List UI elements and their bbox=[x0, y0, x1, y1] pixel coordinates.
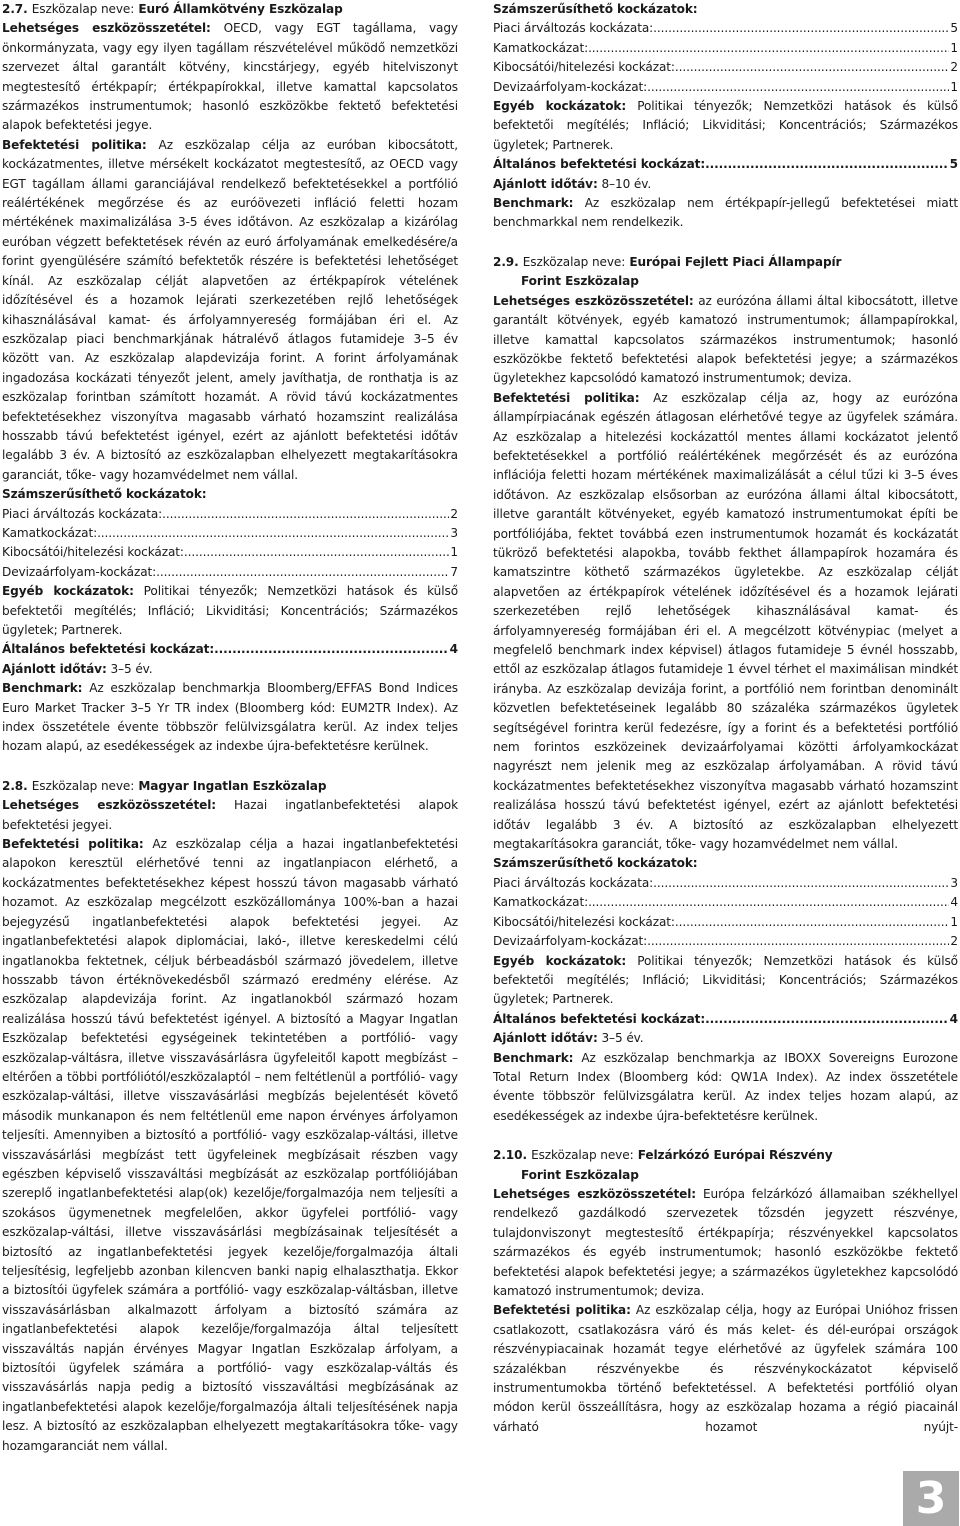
horizon-label: Ajánlott időtáv: bbox=[493, 176, 598, 191]
section-number: 2.7. bbox=[2, 2, 28, 16]
general-risk-row bbox=[2, 640, 458, 659]
horizon-text: 3–5 év. bbox=[110, 661, 153, 676]
risk-label: Devizaárfolyam-kockázat: bbox=[493, 934, 648, 949]
section-2-8-title bbox=[2, 777, 458, 796]
risk-row bbox=[493, 874, 958, 893]
dot-leader bbox=[97, 524, 449, 543]
composition-paragraph bbox=[493, 1185, 958, 1301]
risk-label: Devizaárfolyam-kockázat: bbox=[493, 79, 648, 94]
section-2-7-title bbox=[2, 0, 458, 19]
section-number: 2.9. bbox=[493, 254, 519, 269]
horizon-text: 8–10 év. bbox=[601, 176, 652, 191]
section-2-10-title bbox=[493, 1146, 958, 1185]
fund-name: Európai Fejlett Piaci Állampapír bbox=[629, 254, 842, 269]
dot-leader bbox=[653, 874, 949, 893]
other-risks-paragraph bbox=[2, 582, 458, 640]
risk-list bbox=[493, 19, 958, 97]
dot-leader bbox=[214, 640, 449, 659]
policy-paragraph bbox=[2, 136, 458, 485]
risk-value: 2 bbox=[950, 60, 958, 75]
policy-paragraph bbox=[2, 835, 458, 1456]
other-risks-label: Egyéb kockázatok: bbox=[493, 99, 627, 114]
composition-paragraph bbox=[2, 19, 458, 135]
risk-list bbox=[2, 505, 458, 583]
policy-paragraph bbox=[493, 389, 958, 855]
dot-leader bbox=[588, 893, 949, 912]
horizon-paragraph bbox=[493, 1029, 958, 1048]
general-risk-value: 4 bbox=[449, 642, 458, 657]
fund-name: Euró Államkötvény Eszközalap bbox=[138, 2, 343, 16]
fund-name-label: Eszközalap neve: bbox=[531, 1148, 634, 1163]
composition-text: Európa felzárkózó államaiban székhellyel rendelkező gazdálkodó szervezetek tőzsdén jegyzett részvénye, tulajdonviszonyt megtestesítő értékpapírja; részvényekkel kapcsolatos származékos és egyéb instrumentumok; hasonló eszközökbe fektető befektetési alapok befektetési jegye; a származékos ügyletekhez kapcsolódó kamatozó instrumentumok; deviza. bbox=[493, 1186, 958, 1298]
risk-label: Piaci árváltozás kockázata: bbox=[493, 21, 654, 36]
horizon-text: 3–5 év. bbox=[601, 1031, 644, 1046]
risk-label: Kamatkockázat: bbox=[493, 40, 589, 55]
risk-row bbox=[493, 78, 958, 97]
risk-row bbox=[493, 932, 958, 951]
general-risk-label: Általános befektetési kockázat: bbox=[493, 1011, 706, 1026]
risk-label: Piaci árváltozás kockázata: bbox=[493, 875, 654, 890]
risk-value: 3 bbox=[450, 525, 458, 540]
section-2-9-title bbox=[493, 253, 958, 292]
risk-value: 7 bbox=[450, 564, 458, 579]
policy-text: Az eszközalap célja az, hogy az eurózóna állampírpiacának egészén átlagosan elérhetővé tegye az ügyfelek számára. Az eszközalap a hitelezési kockázattól mentes állami kockázatot jelentő befektetésekkel a portfólió reálértékének megőrzését és az eurózóna inflációja feletti hozam mértékének maximalizálását a célul tűzi ki 3–5 éves időtávon. Az eszközalap elsősorban az eurózóna állami által kibocsátott, illetve garantált kötvényeket, egyéb kamatozó instrumentumokat építi be portfóliójába, fektet továbbá ezen instrumentumok hozamát és kockázatát tükröző befektetési alapokba, tovább fekthet állampapírok hozamára és kamatszintre köthető származékos ügyletekbe. Az eszközalap célját alapvetően az értékpapírok vételének időzítésével és a hozamok lejárati szerkezetében rejlő lehetőségek kihasználásával kamat- és árfolyamnyereség formájában éri el. A megcélzott kötvénypiac (melyet a megfelelő benchmark index képvisel) átlagos futamideje 5 évnél hosszabb, ettől az eszközalap átlagos futamideje 1 évvel térhet el maximálisan mindkét irányba. Az eszközalap devizája forint, a portfólió nem forintban denominált közvetlen befektetéseinek legalább 80 százaléka származékos ügyletek segítségével forintra kerül fedezésre, így a forint és a befektetési portfólió nem forintos eszközeinek devizaárfolyamai közötti árfolyamkockázat nagyrészt nem jelenik meg az eszközalap árfolyamában. A rövid távú kockázatmentes befektetésekhez viszonyítva magasabb várható hozamszint realizálása hosszú távú befektetést igényel, ezért az ajánlott befektetési időtáv legalább 3 év. A biztosító az eszközalapban elhelyezett megtakarításokra garanciát, tőke- vagy hozamvédelmet nem vállal. bbox=[493, 390, 959, 852]
composition-label: Lehetséges eszközösszetétel: bbox=[493, 293, 694, 308]
dot-leader bbox=[675, 913, 949, 932]
risk-value: 5 bbox=[950, 21, 958, 36]
risk-row bbox=[493, 39, 958, 58]
fund-name-line2: Forint Eszközalap bbox=[521, 1167, 639, 1182]
composition-paragraph bbox=[493, 292, 958, 389]
fund-name-label: Eszközalap neve: bbox=[31, 778, 135, 793]
risks-heading: Számszerűsíthető kockázatok: bbox=[493, 856, 698, 871]
benchmark-paragraph bbox=[493, 194, 958, 233]
fund-name-label: Eszközalap neve: bbox=[522, 254, 626, 269]
risk-row bbox=[2, 543, 458, 562]
fund-name-label: Eszközalap neve: bbox=[31, 2, 135, 16]
policy-text: Az eszközalap célja, hogy az Európai Unióhoz frissen csatlakozott, csatlakozásra váró és más kelet- és dél-európai országok részvénypiacainak hozamát tegye elérhetővé az ügyfelek számára 100 százalékban részvényekbe és részvénykockázatot képviselő instrumentumokba történő befektetéssel. A befektetési portfólió olyan módon kerül összeállításra, hogy az eszközalap hozama a régió piacainál várható hozamot nyújt- bbox=[493, 1303, 958, 1434]
risk-label: Kamatkockázat: bbox=[2, 525, 98, 540]
risk-label: Kibocsátói/hitelezési kockázat: bbox=[2, 545, 184, 560]
risk-row bbox=[493, 913, 958, 932]
section-number: 2.8. bbox=[2, 778, 28, 793]
policy-label: Befektetési politika: bbox=[2, 837, 144, 852]
general-risk-value: 5 bbox=[949, 157, 958, 172]
horizon-paragraph bbox=[2, 660, 458, 679]
risk-row bbox=[493, 893, 958, 912]
risk-label: Piaci árváltozás kockázata: bbox=[2, 506, 163, 521]
risk-value: 4 bbox=[950, 895, 958, 910]
composition-text: Hazai ingatlanbefektetési alapok befektetési jegyei. bbox=[2, 798, 458, 832]
horizon-paragraph bbox=[493, 175, 958, 194]
section-gap bbox=[493, 233, 958, 253]
benchmark-label: Benchmark: bbox=[2, 681, 83, 696]
benchmark-paragraph bbox=[493, 1049, 958, 1127]
risk-value: 2 bbox=[450, 506, 458, 521]
fund-name-line2: Forint Eszközalap bbox=[521, 274, 639, 289]
fund-name: Magyar Ingatlan Eszközalap bbox=[138, 778, 327, 793]
dot-leader bbox=[184, 543, 449, 562]
fund-name: Felzárkózó Európai Részvény bbox=[637, 1148, 833, 1163]
other-risks-label: Egyéb kockázatok: bbox=[493, 953, 627, 968]
composition-label: Lehetséges eszközösszetétel: bbox=[2, 21, 211, 36]
risk-label: Kamatkockázat: bbox=[493, 895, 589, 910]
risk-value: 1 bbox=[950, 79, 958, 94]
general-risk-row bbox=[493, 155, 958, 174]
risks-heading: Számszerűsíthető kockázatok: bbox=[493, 2, 698, 16]
composition-text: az eurózóna állami által kibocsátott, illetve garantált kötvények, egyéb kamatozó instrumentumok; állampapírokkal, illetve kamattal kapcsolatos származékos instrumentumok; hasonló eszközökbe fektető befektetési alapok befektetési jegye; a származékos ügyletekhez kapcsolódó kamatozó instrumentumok; deviza. bbox=[493, 293, 958, 386]
other-risks-paragraph bbox=[493, 97, 958, 155]
horizon-label: Ajánlott időtáv: bbox=[493, 1031, 598, 1046]
risk-label: Kibocsátói/hitelezési kockázat: bbox=[493, 60, 675, 75]
other-risks-paragraph bbox=[493, 952, 958, 1010]
dot-leader bbox=[705, 1010, 949, 1029]
section-number: 2.10. bbox=[493, 1148, 527, 1163]
dot-leader bbox=[647, 78, 949, 97]
general-risk-label: Általános befektetési kockázat: bbox=[2, 642, 215, 657]
section-gap bbox=[493, 1126, 958, 1146]
horizon-label: Ajánlott időtáv: bbox=[2, 661, 107, 676]
dot-leader bbox=[705, 155, 949, 174]
risks-heading: Számszerűsíthető kockázatok: bbox=[2, 487, 207, 502]
other-risks-text: Politikai tényezők; Nemzetközi hatások és külső befektetői megítélés; Infláció; Likviditási; Koncentrációs; Származékos ügyletek; Partnerek. bbox=[493, 99, 958, 152]
composition-paragraph bbox=[2, 796, 458, 835]
policy-label: Befektetési politika: bbox=[493, 1303, 631, 1318]
risk-row bbox=[493, 58, 958, 77]
dot-leader bbox=[162, 505, 449, 524]
dot-leader bbox=[588, 39, 949, 58]
risk-value: 2 bbox=[950, 934, 958, 949]
dot-leader bbox=[653, 19, 949, 38]
risk-value: 1 bbox=[450, 545, 458, 560]
policy-label: Befektetési politika: bbox=[493, 390, 640, 405]
benchmark-text: Az eszközalap benchmarkja az IBOXX Sovereigns Eurozone Total Return Index (Bloomberg kód: QW1A Index). Az index összetétele évente többször felülvizsgálatra kerül. Az index teljes hozam alapú, az esedékességek az indexbe újra-befektetésre kerülnek. bbox=[493, 1050, 958, 1123]
other-risks-label: Egyéb kockázatok: bbox=[2, 584, 134, 599]
policy-paragraph bbox=[493, 1301, 958, 1437]
risk-row bbox=[493, 19, 958, 38]
page-number: 3 bbox=[903, 1471, 959, 1526]
policy-text: Az eszközalap célja a hazai ingatlanbefektetési alapokon keresztül elérhetővé tenni az ingatlanpiacon elérhető, a kockázatmentes befektetésekhez képest hosszú távon magasabb várható hozamot. Az eszközalap megcélzott eszközállománya 100%-ban a hazai bejegyzésű ingatlanbefektetési alapok befektetési jegyei. Az ingatlanbefektetési alapok diplomáciai, lakó-, illetve kereskedelmi célú ingatlanokba fektetnek, céljuk bérbeadásból származó jövedelem, illetve hosszabb távon értéknövekedésből származó eredmény elérése. Az eszközalap alapdevizája forint. Az ingatlanokból származó hozam realizálása hosszú távú befektetést igényel. A biztosító a Magyar Ingatlan Eszközalap befektetési egységeinek tekintetében a portfólió- vagy eszközalap-váltásra, illetve visszavásárlásra ügyfeleitől kapott megbízást – eltérően a többi portfóliótól/eszközalaptól – nem feltétlenül a portfólió- vagy eszközalap-váltási, illetve visszavásárlási megbízás bejelentését követő második munkanapon és nem feltétlenül eme napon érvényes árfolyamon teljesíti. Amennyiben a biztosító a portfólió- vagy eszközalap-váltási, illetve visszavásárlási megbízást tett ügyfeleinek megbízásait részben vagy egészben képviselő visszaváltási megbízását az eszközalap portfóliójában szereplő ingatlanbefektetési alap(ok) kezelője/forgalmazója nem teljesíti a szokásos ügymenetnek megfelelően, akkor ügyfelei portfólió- vagy eszközalap-váltási, illetve visszavásárlási megbízásainak teljesítését a biztosító az ingatlanbefektetési jegyek kezelője/forgalmazója általi teljesítésig, legfeljebb azonban kilencven banki napig elhalaszthatja. Ekkor a biztosítói ügyfelek számára a portfólió- vagy eszközalap-váltásban, illetve visszavásárlásban alkalmazott árfolyam a biztosító számára az ingatlanbefektetési alapok kezelője/forgalmazója által teljesített visszaváltás napján érvényes Magyar Ingatlan Eszközalap árfolyam, a biztosítói ügyfelek számára a portfólió- vagy eszközalap-váltás és visszavásárlás napja pedig a biztosító visszaváltási megbízásának az ingatlanbefektetési alapok kezelője/forgalmazója általi teljesítésének napja lesz. A biztosító az eszközalapban elhelyezett megtakarításokra tőke- vagy hozamgaranciát nem vállal. bbox=[2, 837, 459, 1453]
benchmark-label: Benchmark: bbox=[493, 196, 574, 211]
general-risk-label: Általános befektetési kockázat: bbox=[493, 157, 706, 172]
right-column bbox=[493, 0, 958, 1437]
general-risk-row bbox=[493, 1010, 958, 1029]
risk-row bbox=[2, 505, 458, 524]
composition-text: OECD, vagy EGT tagállama, vagy önkormányzata, vagy egy ilyen tagállam részvételével működő nemzetközi szervezet által garantált kötvény, kincstárjegy, egyéb hitelviszonyt megtestesítő értékpapír; értékpapírokkal, illetve kamattal kapcsolatos származékos instrumentumok; hasonló eszközökbe fektető befektetési alapok befektetési jegye. bbox=[2, 21, 458, 133]
general-risk-value: 4 bbox=[949, 1011, 958, 1026]
policy-text: Az eszközalap célja az euróban kibocsátott, kockázatmentes, illetve mérsékelt kockázatot megtestesítő, az OECD vagy EGT tagállam állami garanciájával rendelkező befektetésekkel a portfólió reálértékének megőrzése és az euróövezeti infláció feletti hozam mértékének maximalizálása 3-5 éves időtávon. Az eszközalap a kizárólag euróban végzett befektetések révén az euró árfolyamának emelkedésére/a forint gyengülésére számító befektetők részére is befektetési lehetőséget kínál. Az eszközalap célját alapvetően az értékpapírok vételének időzítésével és a hozamok lejárati szerkezetében rejlő lehetőségek kihasználásával kamat- és árfolyamnyereség formájában éri el. Az eszközalap piaci benchmarkjának hátralévő átlagos futamideje 3–5 év között van. Az eszközalap alapdevizája forint. A forint árfolyamának ingadozása kockázati tényezőt jelent, amely javíthatja, de ronthatja is az eszközalap forintban számított hozamát. A rövid távú kockázatmentes befektetésekhez viszonyítva magasabb várható hozamszint realizálása hosszabb távú befektetést igényel, ezért az ajánlott befektetési időtáv legalább 3 év. A biztosító az eszközalapban elhelyezett megtakarításokra garanciát, tőke- vagy hozamvédelmet nem vállal. bbox=[2, 137, 458, 482]
risk-row bbox=[2, 563, 458, 582]
risk-label: Kibocsátói/hitelezési kockázat: bbox=[493, 914, 675, 929]
risk-value: 1 bbox=[950, 40, 958, 55]
benchmark-text: Az eszközalap nem értékpapír-jellegű befektetései miatt benchmarkkal nem rendelkezik. bbox=[493, 196, 959, 230]
benchmark-paragraph bbox=[2, 679, 458, 757]
benchmark-label: Benchmark: bbox=[493, 1050, 574, 1065]
risk-value: 1 bbox=[950, 914, 958, 929]
other-risks-text: Politikai tényezők; Nemzetközi hatások és külső befektetői megítélés; Infláció; Likviditási; Koncentrációs; Származékos ügyletek; Partnerek. bbox=[493, 953, 958, 1007]
policy-label: Befektetési politika: bbox=[2, 137, 147, 152]
left-column bbox=[2, 0, 458, 1456]
benchmark-text: Az eszközalap benchmarkja Bloomberg/EFFAS Bond Indices Euro Market Tracker 3–5 Yr TR index (Bloomberg kód: EUM2TR Index). Az index összetétele évente többször felülvizsgálatra kerül. Az index teljes hozam alapú, az esedékességek az indexbe újra-befektetésre kerülnek. bbox=[2, 681, 458, 754]
dot-leader bbox=[647, 932, 949, 951]
risk-row bbox=[2, 524, 458, 543]
composition-label: Lehetséges eszközösszetétel: bbox=[2, 798, 217, 813]
other-risks-text: Politikai tényezők; Nemzetközi hatások és külső befektetői megítélés; Infláció; Likviditási; Koncentrációs; Származékos ügyletek; Partnerek. bbox=[2, 584, 458, 637]
section-gap bbox=[2, 757, 458, 777]
dot-leader bbox=[675, 58, 949, 77]
risk-value: 3 bbox=[950, 875, 958, 890]
risk-list bbox=[493, 874, 958, 952]
dot-leader bbox=[156, 563, 449, 582]
composition-label: Lehetséges eszközösszetétel: bbox=[493, 1186, 697, 1201]
risk-label: Devizaárfolyam-kockázat: bbox=[2, 564, 157, 579]
